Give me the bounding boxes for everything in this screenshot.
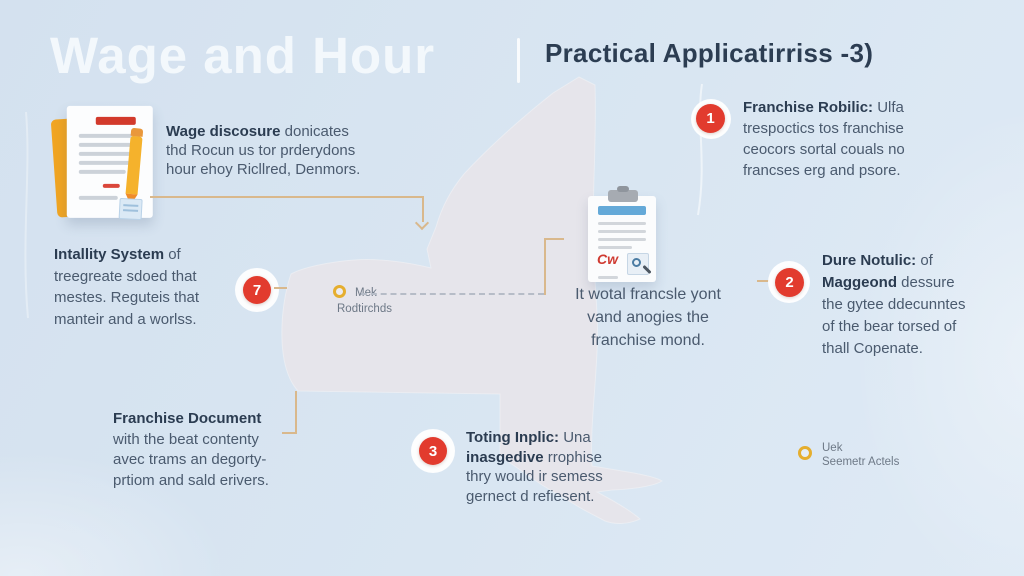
- connector-line: [282, 432, 297, 434]
- marker-step-2: 2: [775, 268, 804, 297]
- text-line: the gytee ddecunntes: [822, 296, 966, 313]
- marker-step-1: 1: [696, 104, 725, 133]
- text-block-franchise-document: [113, 409, 269, 491]
- document-line: [79, 170, 126, 174]
- connector-line: [150, 196, 424, 198]
- blue-note-icon: [119, 198, 143, 220]
- marker-step-3: 3: [419, 437, 447, 465]
- text-line: inasgedive rrophise: [466, 448, 602, 466]
- connector-line: [295, 391, 297, 434]
- clipboard-line: [598, 238, 646, 241]
- text-line: ceocors sortal couals no: [743, 141, 905, 158]
- text-line: manteir and a worlss.: [54, 310, 197, 328]
- document-line: [79, 196, 118, 200]
- text-line: franchise mond.: [591, 332, 705, 349]
- text-line: hour ehoy Ricllred, Denmors.: [166, 161, 361, 178]
- text-block-franchise-robilic: [743, 97, 905, 181]
- text-line: Wage discosure donicates: [166, 123, 349, 140]
- text-line: trespoctics tos franchise: [743, 120, 904, 137]
- magnifier-lens: [632, 258, 641, 267]
- text-block-toting-inplic: [466, 428, 603, 506]
- text-line: mestes. Reguteis that: [54, 289, 200, 306]
- text-line: Franchise Document: [113, 410, 262, 427]
- red-signature-mark: Cw: [597, 251, 618, 267]
- text-line: treegreate sdoed that: [54, 267, 197, 285]
- document-signature-mark: [103, 184, 120, 188]
- clipboard-body: [588, 196, 656, 282]
- text-line: francses erg and psore.: [743, 162, 901, 179]
- clipboard-clip: [608, 190, 638, 202]
- clipboard-search-icon: [588, 190, 656, 282]
- location-pin-icon: [333, 285, 346, 298]
- text-line: Toting Inplic: Una: [466, 429, 591, 446]
- text-line: Maggeond dessure: [822, 274, 955, 291]
- text-line: of the bear torsed of: [822, 318, 957, 335]
- magnifier-handle: [642, 265, 651, 274]
- background-squiggle: [25, 112, 28, 318]
- text-block-intallity-system: [54, 244, 199, 330]
- text-line: avec trams an degorty-: [113, 451, 267, 468]
- text-line: gernect d refiesent.: [466, 487, 595, 505]
- header-divider: [517, 38, 520, 83]
- location-pin-icon: [798, 446, 812, 460]
- dashed-route-line: [361, 293, 544, 295]
- text-line: thry would ir semess: [466, 468, 603, 485]
- pin-label: Uek: [822, 442, 843, 454]
- text-line: vand anogies the: [587, 309, 709, 326]
- text-line: Dure Notulic: of: [822, 252, 933, 269]
- pin-label: Mek: [355, 287, 377, 299]
- clipboard-title-bar: [598, 206, 646, 215]
- text-line: with the beat contenty: [113, 430, 259, 448]
- connector-line: [544, 238, 564, 240]
- text-block-wage-discosure: [166, 122, 360, 179]
- text-line: prtiom and sald erivers.: [113, 471, 269, 489]
- text-line: It wotal francsle yont: [575, 286, 721, 303]
- magnifier-icon: [627, 253, 649, 275]
- clipboard-line: [598, 276, 618, 279]
- pin-label: Rodtirchds: [337, 303, 392, 315]
- clipboard-line: [598, 246, 632, 249]
- page-title: Wage and Hour: [50, 27, 436, 84]
- page-subtitle: Practical Applicatirriss -3): [545, 38, 874, 68]
- text-line: thall Copenate.: [822, 340, 923, 357]
- marker-question: 7: [243, 276, 271, 304]
- text-line: Franchise Robilic: Ulfa: [743, 99, 904, 116]
- clipboard-line: [598, 222, 646, 225]
- text-block-dure-notulic: [822, 250, 965, 360]
- connector-dash: [274, 287, 287, 289]
- document-heading-bar: [96, 117, 136, 125]
- document-pencil-icon: [48, 100, 168, 230]
- clipboard-line: [598, 230, 646, 233]
- text-line: thd Rocun us tor prderydons: [166, 142, 356, 159]
- text-block-center-note: [540, 283, 756, 352]
- pin-label: Seemetr Actels: [822, 456, 900, 468]
- text-line: Intallity System of: [54, 246, 181, 263]
